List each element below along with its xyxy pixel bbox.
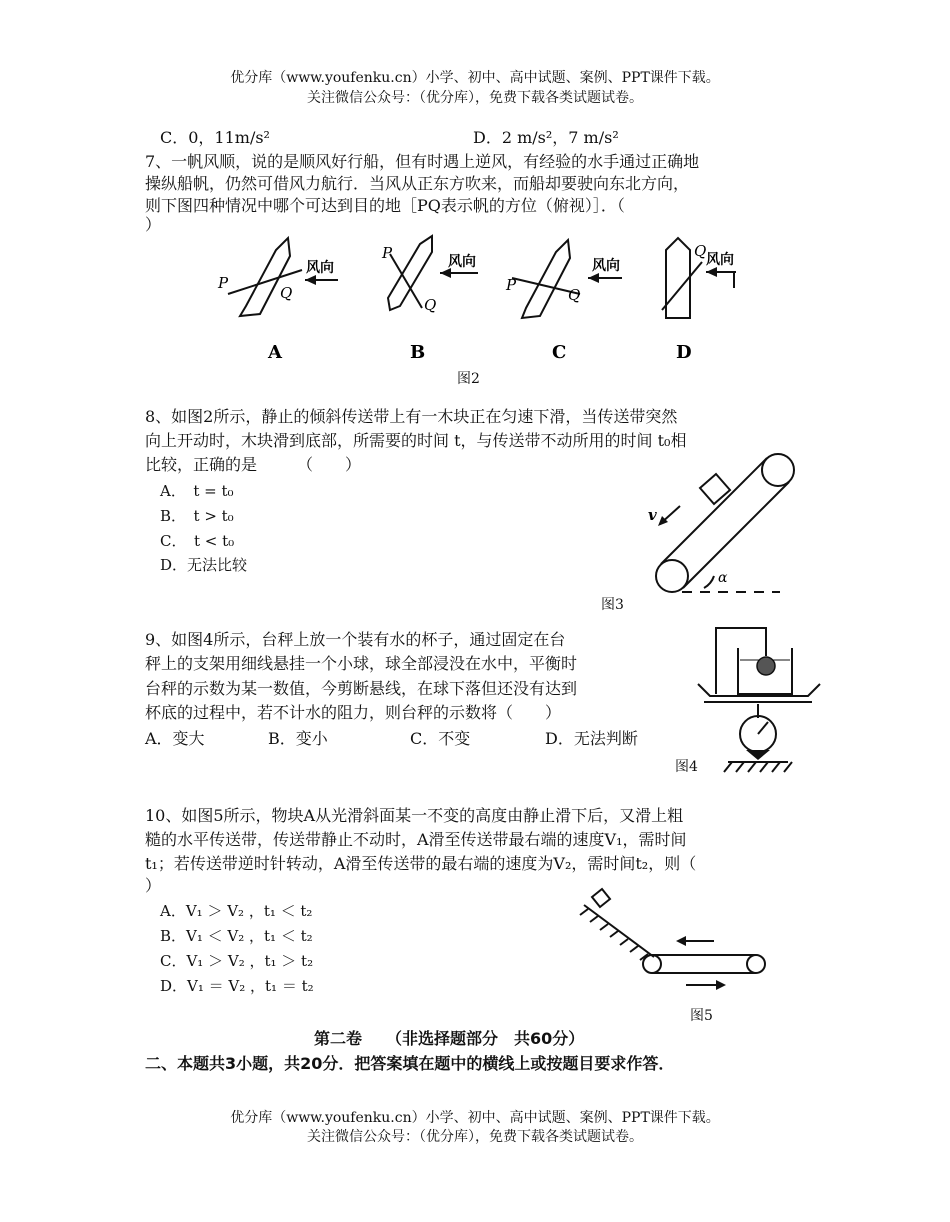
choice-a: A bbox=[268, 342, 282, 363]
q7-line-4: ） bbox=[145, 215, 162, 234]
q8-option-d: D．无法比较 bbox=[160, 556, 248, 574]
figure-3-conveyor bbox=[630, 448, 810, 598]
section-2-instruction: 二、本题共3小题，共20分．把答案填在题中的横线上或按题目要求作答． bbox=[145, 1054, 675, 1073]
label-alpha: α bbox=[718, 570, 728, 586]
belt-top bbox=[661, 458, 767, 564]
boat-c-hull bbox=[522, 240, 570, 318]
q10-option-a: A．V₁ ＞ V₂ ，t₁ ＜ t₂ bbox=[160, 902, 313, 920]
q9-option-a: A．变大 bbox=[145, 729, 205, 748]
figure-4-scale bbox=[688, 622, 828, 777]
wind-arrow-c-head bbox=[588, 273, 599, 283]
q10-line-1: 10、如图5所示，物块A从光滑斜面某一不变的高度由静止滑下后，又滑上粗 bbox=[145, 806, 684, 825]
label-q-b: Q bbox=[424, 296, 437, 314]
header-line-2: 关注微信公众号：（优分库），免费下载各类试题试卷。 bbox=[307, 90, 643, 106]
q6-option-d: D．2 m/s²，7 m/s² bbox=[473, 128, 619, 147]
label-q-a: Q bbox=[280, 284, 293, 302]
q8-line-3: 比较，正确的是 （ ） bbox=[145, 455, 362, 474]
scale-base-hatch bbox=[724, 762, 792, 772]
q10-line-3: t₁；若传送带逆时针转动，A滑至传送带的最右端的速度为V₂，需时间t₂，则（ bbox=[145, 854, 697, 873]
q7-line-3: 则下图四种情况中哪个可达到目的地［PQ表示帆的方位（俯视）］．（ bbox=[145, 196, 625, 215]
sail-d-line bbox=[662, 262, 702, 310]
belt-bottom bbox=[683, 482, 789, 588]
q9-option-b: B．变小 bbox=[268, 729, 328, 748]
angle-arc bbox=[704, 576, 714, 588]
q8-line-1: 8、如图2所示，静止的倾斜传送带上有一木块正在匀速下滑，当传送带突然 bbox=[145, 407, 678, 426]
q9-line-1: 9、如图4所示，台秤上放一个装有水的杯子，通过固定在台 bbox=[145, 630, 566, 649]
wind-label-c: 风向 bbox=[592, 258, 620, 274]
choice-c: C bbox=[552, 342, 567, 363]
q9-line-2: 秤上的支架用细线悬挂一个小球，球全部浸没在水中，平衡时 bbox=[145, 654, 578, 673]
q10-option-c: C．V₁ ＞ V₂ ，t₁ ＞ t₂ bbox=[160, 952, 314, 970]
q10-line-4: ） bbox=[145, 876, 162, 895]
footer-line-1: 优分库（www.youfenku.cn）小学、初中、高中试题、案例、PPT课件下载。 bbox=[230, 1110, 720, 1126]
scale-needle bbox=[758, 722, 768, 734]
q9-line-3: 台秤的示数为某一数值，今剪断悬线，在球下落但还没有达到 bbox=[145, 679, 578, 698]
wind-label-d: 风向 bbox=[706, 252, 734, 268]
wind-label-a: 风向 bbox=[306, 260, 334, 276]
figure-3-caption: 图3 bbox=[601, 597, 624, 613]
q8-option-a: A． t = t₀ bbox=[160, 482, 234, 500]
arrow-lower-head bbox=[716, 980, 726, 990]
figure-4-caption: 图4 bbox=[675, 759, 698, 775]
label-p-c: P bbox=[506, 276, 517, 294]
pulley-right bbox=[747, 955, 765, 973]
slope-hatch bbox=[580, 909, 648, 960]
section-2-title: 第二卷 （非选择题部分 共60分） bbox=[314, 1029, 585, 1048]
figure-5-caption: 图5 bbox=[690, 1008, 713, 1024]
label-q-c: Q bbox=[568, 286, 581, 304]
q8-option-b: B． t > t₀ bbox=[160, 507, 234, 525]
ball bbox=[757, 657, 775, 675]
label-p-a: P bbox=[218, 274, 229, 292]
q7-line-2: 操纵船帆，仍然可借风力航行．当风从正东方吹来，而船却要驶向东北方向， bbox=[145, 174, 690, 193]
choice-b: B bbox=[410, 342, 426, 363]
q9-line-4: 杯底的过程中，若不计水的阻力，则台秤的示数将（ ） bbox=[145, 703, 562, 722]
footer-line-2: 关注微信公众号：（优分库），免费下载各类试题试卷。 bbox=[307, 1129, 643, 1145]
wind-arrow-a-head bbox=[305, 275, 316, 285]
header-line-1: 优分库（www.youfenku.cn）小学、初中、高中试题、案例、PPT课件下载。 bbox=[230, 70, 720, 86]
wind-arrow-d-head bbox=[706, 267, 717, 277]
figure-5-slope-belt bbox=[570, 885, 780, 1005]
block-a bbox=[592, 889, 610, 907]
q10-option-d: D．V₁ ＝ V₂ ，t₁ ＝ t₂ bbox=[160, 977, 314, 995]
arrow-upper-head bbox=[676, 936, 686, 946]
q9-option-c: C．不变 bbox=[410, 729, 471, 748]
label-p-b: P bbox=[382, 244, 393, 262]
figure-2-caption: 图2 bbox=[457, 371, 480, 387]
boat-d-hull bbox=[666, 238, 690, 318]
q8-line-2: 向上开动时，木块滑到底部，所需要的时间 t，与传送带不动所用的时间 t₀相 bbox=[145, 431, 687, 450]
slope-line bbox=[584, 905, 654, 957]
q9-option-d: D．无法判断 bbox=[545, 729, 638, 748]
scale-foot bbox=[746, 750, 770, 760]
q6-option-c: C．0，11m/s² bbox=[160, 128, 270, 147]
choice-d: D bbox=[676, 342, 692, 363]
sail-b-line bbox=[390, 254, 422, 308]
label-q-d: Q bbox=[694, 242, 707, 260]
q10-option-b: B．V₁ ＜ V₂ ，t₁ ＜ t₂ bbox=[160, 927, 313, 945]
label-v: v bbox=[648, 506, 657, 524]
figure-2-sail-diagrams bbox=[210, 228, 770, 368]
q7-line-1: 7、一帆风顺，说的是顺风好行船，但有时遇上逆风，有经验的水手通过正确地 bbox=[145, 152, 700, 171]
q8-option-c: C． t < t₀ bbox=[160, 532, 235, 550]
pulley-left bbox=[643, 955, 661, 973]
q10-line-2: 糙的水平传送带，传送带静止不动时，A滑至传送带最右端的速度V₁，需时间 bbox=[145, 830, 687, 849]
wind-label-b: 风向 bbox=[448, 254, 476, 270]
